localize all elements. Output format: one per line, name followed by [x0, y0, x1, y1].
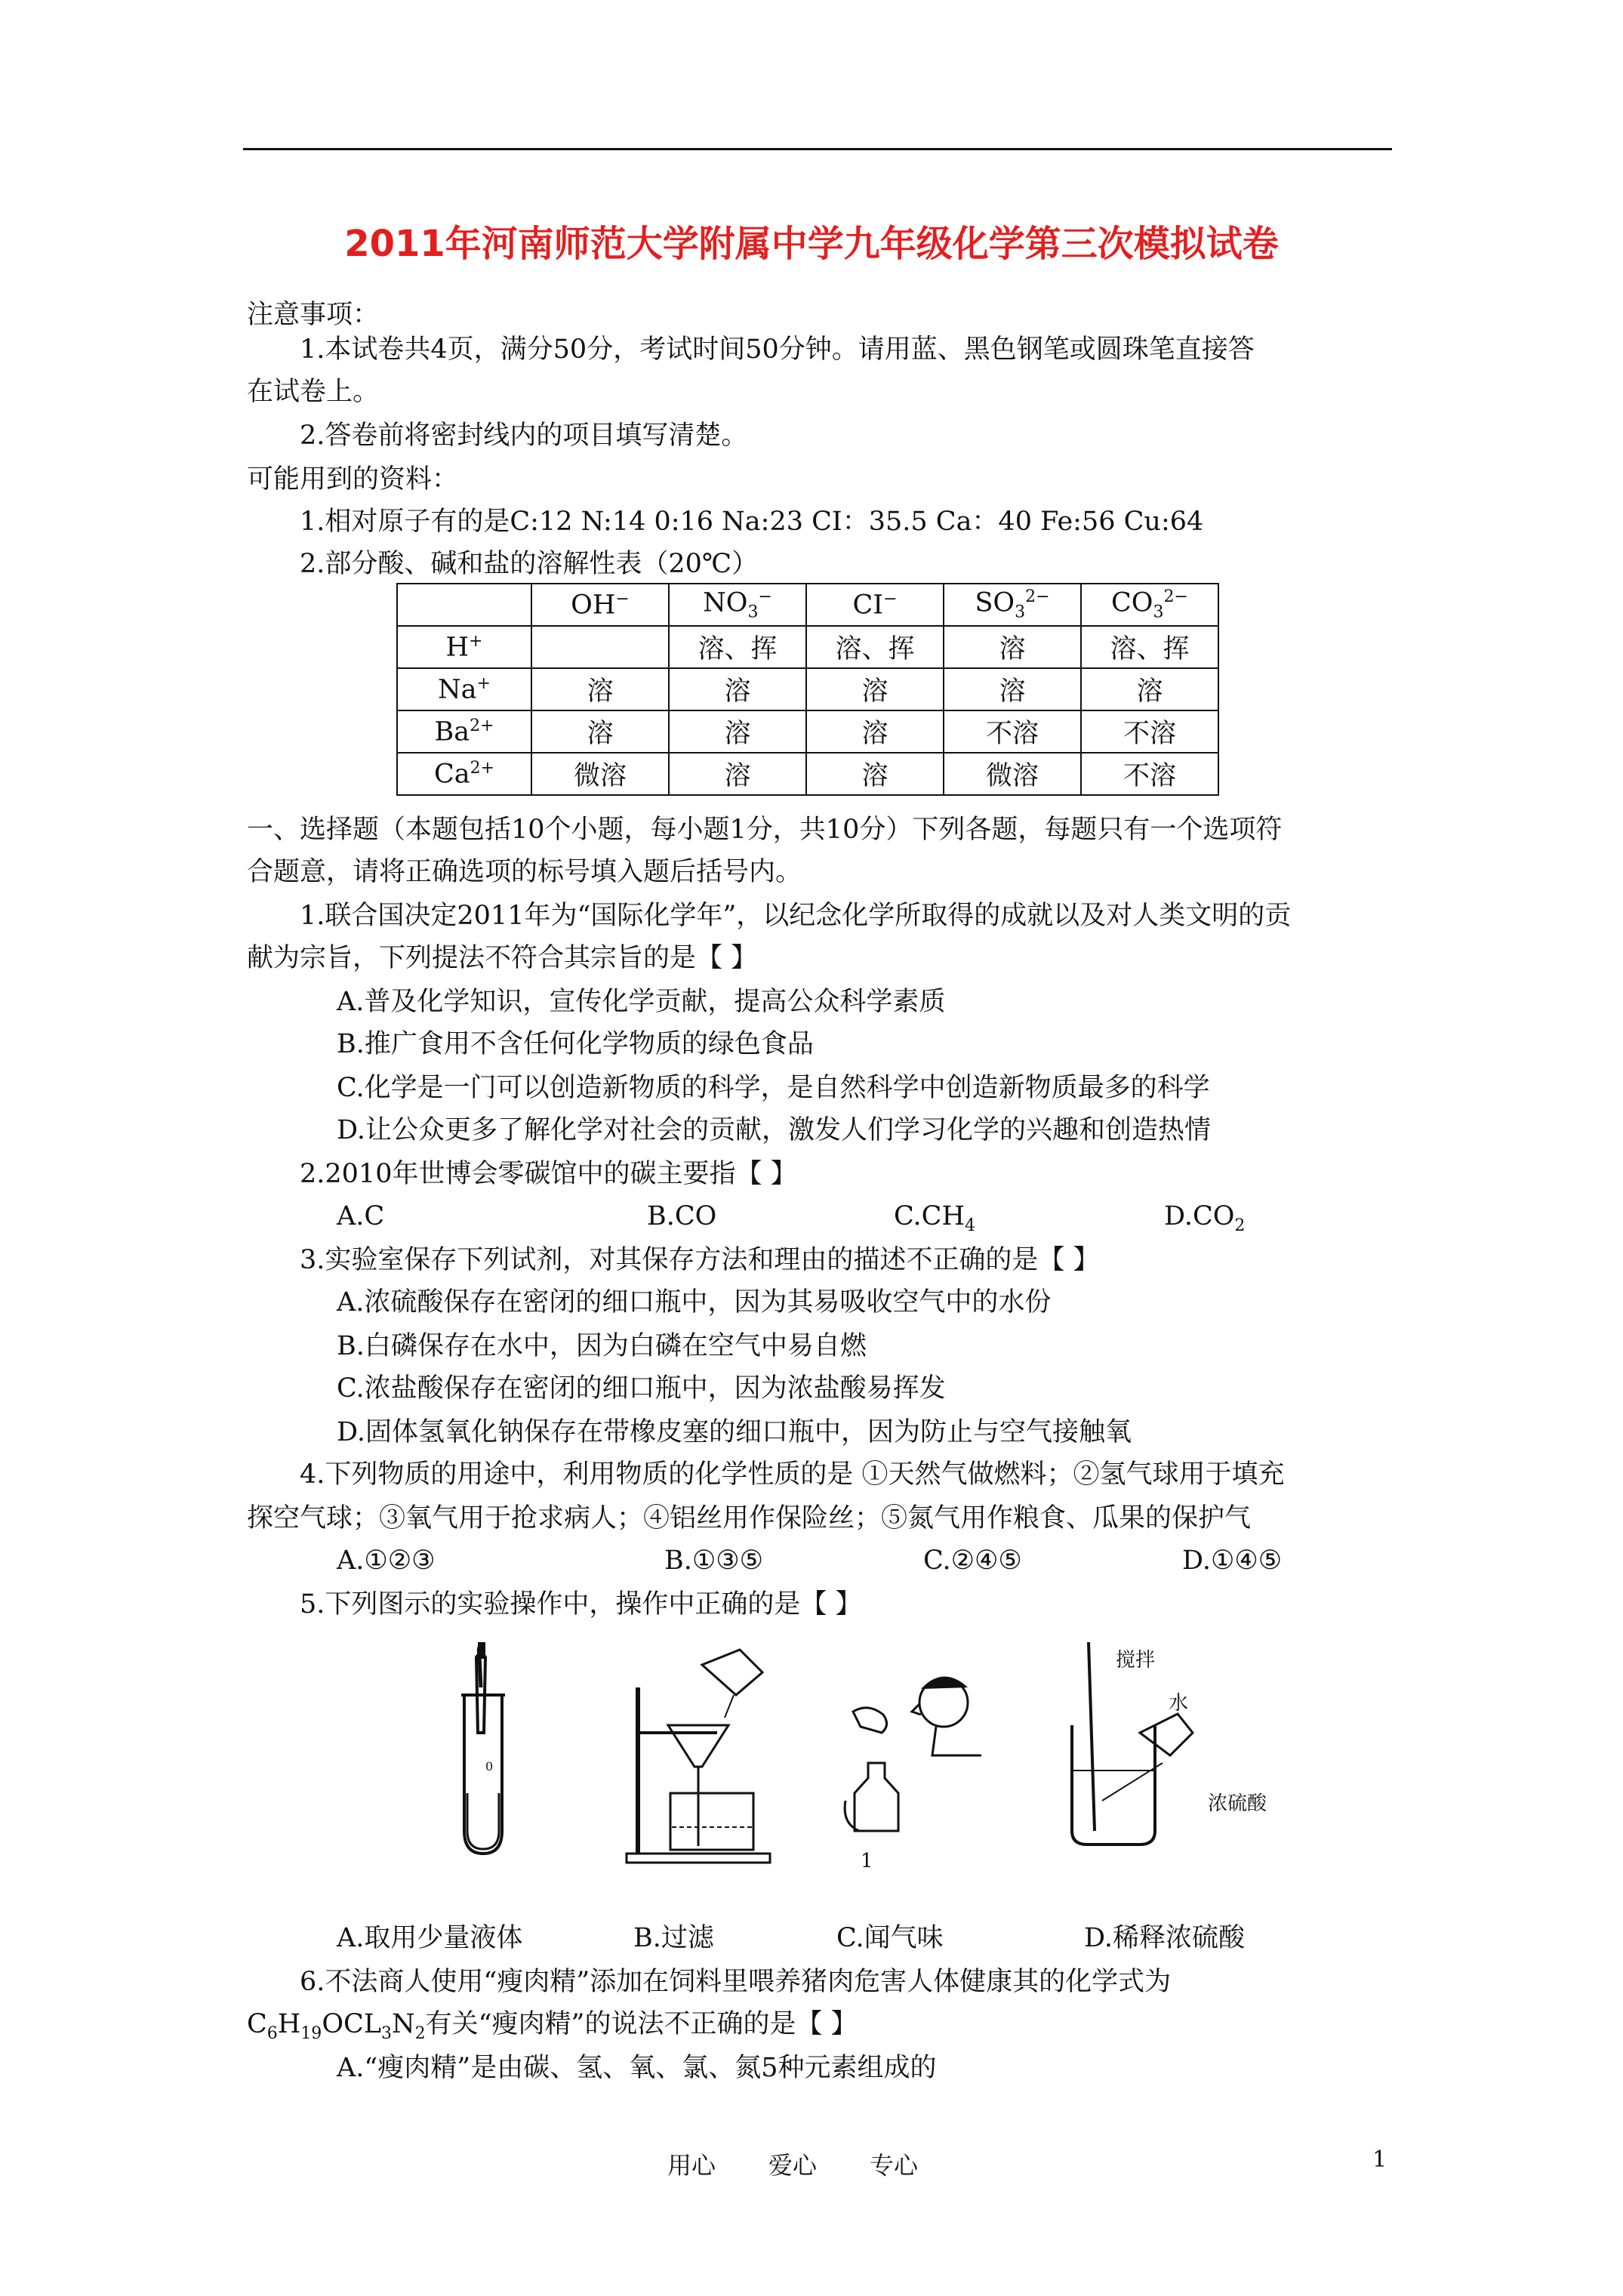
- q3-option-d: D.固体氢氧化钠保存在带橡皮塞的细口瓶中，因为防止与空气接触氧: [337, 1417, 1132, 1447]
- q5-stem: 5.下列图示的实验操作中，操作中正确的是【 】: [300, 1589, 862, 1620]
- table-cell: 溶: [669, 710, 806, 753]
- table-corner-cell: [397, 584, 531, 626]
- solubility-table: [396, 583, 1219, 796]
- q4-stem-b: 探空气球；③氧气用于抢求病人；④铝丝用作保险丝；⑤氮气用作粮食、瓜果的保护气: [247, 1503, 1252, 1533]
- q1-option-b: B.推广食用不含任何化学物质的绿色食品: [337, 1029, 814, 1059]
- table-row: [397, 626, 1218, 668]
- q3-option-a: A.浓硫酸保存在密闭的细口瓶中，因为其易吸收空气中的水份: [337, 1287, 1052, 1318]
- table-ion-cell: Na+: [397, 668, 531, 710]
- q6-formula: $C_6H_{19}OCL_3N_2$: [247, 2009, 426, 2043]
- q4-option-d: D.①④⑤: [1182, 1546, 1283, 1576]
- page-title: 2011年河南师范大学附属中学九年级化学第三次模拟试卷: [344, 223, 1279, 265]
- table-cell: 不溶: [944, 710, 1081, 753]
- q4-stem-a: 4.下列物质的用途中，利用物质的化学性质的是 ①天然气做燃料；②氢气球用于填充: [300, 1459, 1285, 1490]
- table-row: [397, 753, 1218, 795]
- svg-text:0: 0: [485, 1759, 494, 1774]
- table-cell: 不溶: [1081, 710, 1218, 753]
- table-ion-cell: $Ba^{2+}$: [397, 710, 531, 753]
- footer-text-1: 用心: [667, 2151, 716, 2180]
- table-header-cell: OH−: [531, 584, 669, 626]
- figure-small-number: 1: [861, 1850, 873, 1872]
- table-header-cell: CI−: [806, 584, 944, 626]
- q3-option-b: B.白磷保存在水中，因为白磷在空气中易自燃: [337, 1331, 867, 1361]
- q5-option-a: A.取用少量液体: [337, 1923, 523, 1953]
- q3-option-c: C.浓盐酸保存在密闭的细口瓶中，因为浓盐酸易挥发: [337, 1373, 946, 1404]
- header-rule: [243, 148, 1392, 150]
- table-cell: 微溶: [531, 753, 669, 795]
- table-cell: 溶、挥: [1081, 626, 1218, 668]
- table-ion-cell: H+: [397, 626, 531, 668]
- table-header-row: [397, 584, 1218, 626]
- table-cell: 溶: [669, 753, 806, 795]
- notice-item-2: 2.答卷前将密封线内的项目填写清楚。: [300, 421, 748, 451]
- table-cell: 溶: [806, 710, 944, 753]
- resources-item-2: 2.部分酸、碱和盐的溶解性表（20℃）: [300, 549, 759, 579]
- figure-test-tube-dropper: [442, 1642, 525, 1869]
- footer-text-3: 专心: [870, 2151, 919, 2180]
- q5-option-c: C.闻气味: [836, 1923, 944, 1953]
- q6-option-a: A.“瘦肉精”是由碳、氢、氧、氯、氮5种元素组成的: [337, 2053, 937, 2083]
- table-header-cell: $SO_3^{2-}$: [944, 584, 1081, 626]
- figure-label-water: 水: [1169, 1692, 1189, 1715]
- section1-intro-b: 合题意，请将正确选项的标号填入题后括号内。: [247, 857, 802, 887]
- table-ion-cell: $Ca^{2+}$: [397, 753, 531, 795]
- q4-option-c: C.②④⑤: [923, 1546, 1022, 1576]
- table-cell: 溶: [669, 668, 806, 710]
- table-cell: 溶: [944, 626, 1081, 668]
- table-row: [397, 668, 1218, 710]
- table-cell: 溶、挥: [669, 626, 806, 668]
- q1-option-c: C.化学是一门可以创造新物质的科学，是自然科学中创造新物质最多的科学: [337, 1073, 1210, 1103]
- section1-intro-a: 一、选择题（本题包括10个小题，每小题1分，共10分）下列各题，每题只有一个选项符: [247, 815, 1283, 845]
- figure-filtration-stand: [604, 1642, 778, 1869]
- table-header-cell: $NO_3^-$: [669, 584, 806, 626]
- table-cell: 溶: [531, 668, 669, 710]
- q1-option-a: A.普及化学知识，宣传化学贡献，提高公众科学素质: [337, 987, 946, 1017]
- resources-heading: 可能用到的资料：: [247, 464, 459, 495]
- figure-dilute-acid: [1057, 1642, 1298, 1869]
- table-cell: 微溶: [944, 753, 1081, 795]
- notice-item-1b: 在试卷上。: [247, 377, 380, 407]
- table-cell: 溶: [806, 668, 944, 710]
- table-cell: 溶: [1081, 668, 1218, 710]
- q3-stem: 3.实验室保存下列试剂，对其保存方法和理由的描述不正确的是【 】: [300, 1245, 1100, 1275]
- q1-stem-b: 献为宗旨，下列提法不符合其宗旨的是【 】: [247, 943, 758, 973]
- figure-smelling-gas: [838, 1642, 989, 1869]
- page-number: 1: [1372, 2147, 1387, 2173]
- table-cell: 溶: [531, 710, 669, 753]
- table-cell: 不溶: [1081, 753, 1218, 795]
- figure-label-acid: 浓硫酸: [1208, 1792, 1267, 1815]
- q5-option-b: B.过滤: [633, 1923, 714, 1953]
- q4-option-a: A.①②③: [337, 1546, 436, 1576]
- resources-item-1: 1.相对原子有的是C:12 N:14 0:16 Na:23 CI：35.5 Ca：40 Fe:56 Cu:64: [300, 507, 1204, 537]
- q2-option-d: $D.CO_2$: [1164, 1201, 1246, 1235]
- notice-item-1a: 1.本试卷共4页，满分50分，考试时间50分钟。请用蓝、黑色钢笔或圆珠笔直接答: [300, 334, 1255, 365]
- q6-stem-b: $C_6H_{19}OCL_3N_2$有关“瘦肉精”的说法不正确的是【 】: [247, 2009, 858, 2043]
- q4-option-b: B.①③⑤: [664, 1546, 763, 1576]
- table-cell: [531, 626, 669, 668]
- q2-option-b: B.CO: [647, 1201, 717, 1231]
- q1-stem-a: 1.联合国决定2011年为“国际化学年”，以纪念化学所取得的成就以及对人类文明的贡: [300, 901, 1292, 931]
- table-cell: 溶: [806, 753, 944, 795]
- q2-option-c: $C.CH_4$: [894, 1201, 975, 1235]
- notice-heading: 注意事项：: [247, 300, 380, 330]
- table-cell: 溶、挥: [806, 626, 944, 668]
- q2-option-a: A.C: [337, 1201, 385, 1231]
- q6-stem-a: 6.不法商人使用“瘦肉精”添加在饲料里喂养猪肉危害人体健康其的化学式为: [300, 1967, 1172, 1997]
- table-row: [397, 710, 1218, 753]
- q1-option-d: D.让公众更多了解化学对社会的贡献，激发人们学习化学的兴趣和创造热情: [337, 1115, 1211, 1145]
- table-cell: 溶: [944, 668, 1081, 710]
- figure-label-stir: 搅拌: [1116, 1649, 1156, 1672]
- footer-text-2: 爱心: [768, 2151, 818, 2180]
- q2-stem: 2.2010年世博会零碳馆中的碳主要指【 】: [300, 1159, 797, 1189]
- table-header-cell: $CO_3^{2-}$: [1081, 584, 1218, 626]
- q5-option-d: D.稀释浓硫酸: [1084, 1923, 1245, 1953]
